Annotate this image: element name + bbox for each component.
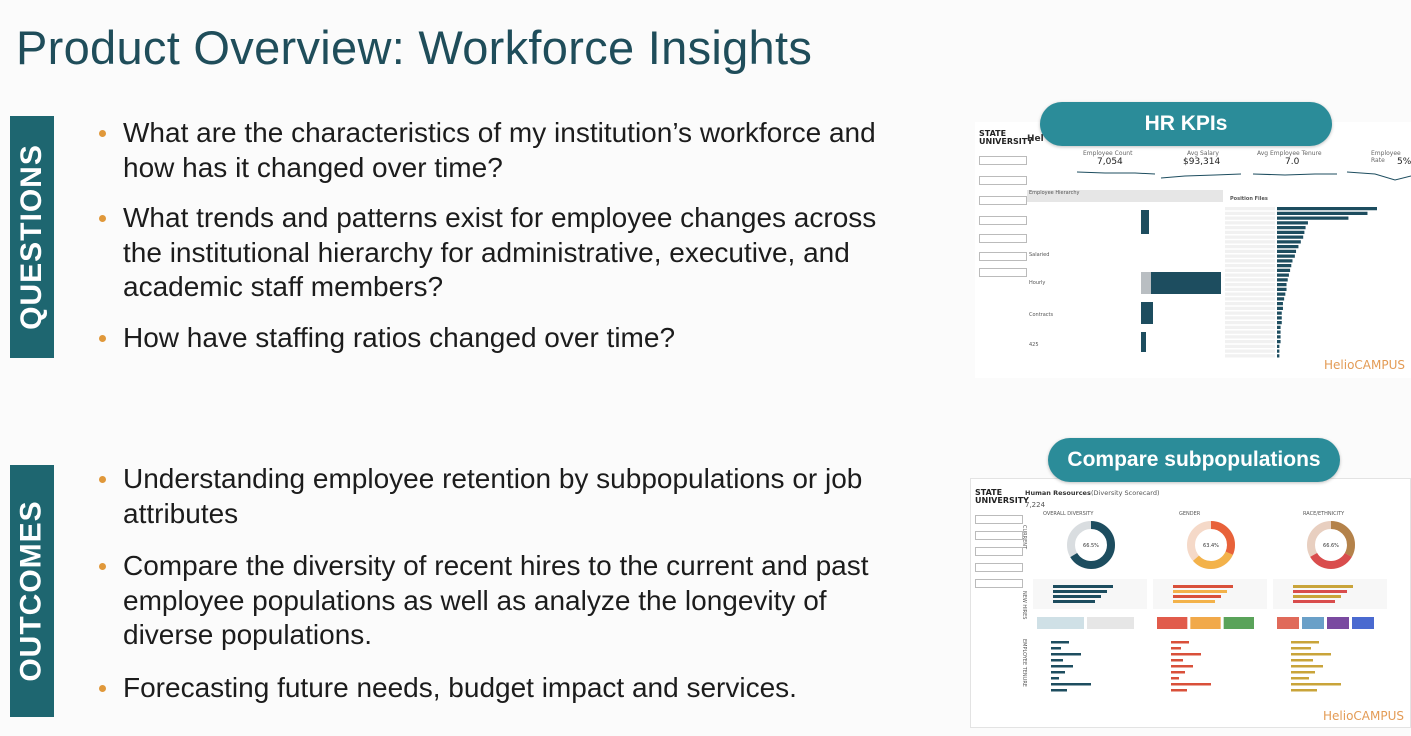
outcome-item: Forecasting future needs, budget impact and services. <box>96 671 896 706</box>
cmp-count: 7,224 <box>1025 501 1046 509</box>
position-bar <box>1277 240 1301 243</box>
hierarchy-bar <box>1141 210 1149 234</box>
position-row-bg <box>1225 226 1275 229</box>
position-row-bg <box>1225 307 1275 310</box>
position-bar <box>1277 307 1283 310</box>
subpop-bar <box>1053 590 1107 593</box>
position-row-bg <box>1225 236 1275 239</box>
filter-dropdown[interactable] <box>979 234 1027 243</box>
questions-list <box>96 116 896 371</box>
position-row-bg <box>1225 335 1275 338</box>
slide-title: Product Overview: Workforce Insights <box>16 21 813 74</box>
position-bar <box>1277 250 1296 253</box>
side-label: EMPLOYEE TENURE <box>1021 639 1027 687</box>
kpi-sparklines <box>1075 166 1411 186</box>
position-row-bg <box>1225 250 1275 253</box>
outcome-item: Understanding employee retention by subpopulations or job attributes <box>96 462 896 531</box>
tenure-bar <box>1051 683 1091 686</box>
position-bar <box>1277 302 1283 305</box>
cmp-header-sub: (Diversity Scorecard) <box>1091 489 1160 497</box>
hierarchy-bar <box>1141 302 1153 324</box>
cmp-header: Human Resources <box>1025 489 1091 497</box>
position-row-bg <box>1225 264 1275 267</box>
question-item: How have staffing ratios changed over time? <box>96 321 896 356</box>
panel-bg <box>1033 579 1147 609</box>
tenure-bar <box>1291 677 1309 680</box>
position-row-bg <box>1225 269 1275 272</box>
position-bar <box>1277 278 1288 281</box>
hierarchy-bar <box>1141 332 1146 352</box>
position-bar <box>1277 226 1306 229</box>
tenure-bar <box>1171 671 1185 674</box>
outcome-item: Compare the diversity of recent hires to the current and past employee populations as well as analyze the longevity of diverse populations. <box>96 549 896 653</box>
tenure-bar <box>1291 659 1313 662</box>
position-bar <box>1277 217 1348 220</box>
position-row-bg <box>1225 217 1275 220</box>
position-row-bg <box>1225 302 1275 305</box>
position-bar <box>1277 269 1290 272</box>
diversity-donuts <box>1031 517 1411 577</box>
kpi-label: Employee Rate <box>1371 150 1401 164</box>
subpop-bar <box>1053 600 1095 603</box>
tenure-bar <box>1171 659 1183 662</box>
position-bar <box>1277 312 1282 315</box>
position-bar <box>1277 326 1281 329</box>
hierarchy-bar <box>1141 272 1151 294</box>
position-row-bg <box>1225 278 1275 281</box>
position-bar <box>1277 350 1279 353</box>
position-bar <box>1277 207 1377 210</box>
position-row-bg <box>1225 231 1275 234</box>
row-label: Contracts <box>1029 312 1054 318</box>
position-bar <box>1277 245 1298 248</box>
position-row-bg <box>1225 240 1275 243</box>
tenure-bar <box>1051 659 1063 662</box>
subpop-bar <box>1173 600 1215 603</box>
position-bar <box>1277 335 1281 338</box>
tenure-bar <box>1051 641 1069 644</box>
position-row-bg <box>1225 350 1275 353</box>
position-row-bg <box>1225 288 1275 291</box>
kpi-logo: STATE UNIVERSITY <box>979 129 1033 146</box>
tenure-bar <box>1171 689 1187 692</box>
metric-tile <box>1302 617 1324 629</box>
position-row-bg <box>1225 212 1275 215</box>
tenure-bar <box>1051 665 1073 668</box>
questions-band <box>10 116 54 358</box>
panel-bg <box>1153 579 1267 609</box>
tenure-bar <box>1171 653 1201 656</box>
position-row-bg <box>1225 259 1275 262</box>
tenure-bar <box>1291 641 1319 644</box>
metric-tile <box>1037 617 1084 629</box>
tenure-bar <box>1291 683 1341 686</box>
metric-tile <box>1087 617 1134 629</box>
subpop-bar <box>1173 590 1227 593</box>
subpop-bar <box>1293 595 1341 598</box>
tenure-bar <box>1051 677 1059 680</box>
position-row-bg <box>1225 345 1275 348</box>
row-label: Hourly <box>1029 280 1046 286</box>
position-bar <box>1277 283 1287 286</box>
position-bar <box>1277 212 1367 215</box>
outcomes-label: OUTCOMES <box>15 500 48 682</box>
tenure-bar <box>1051 647 1061 650</box>
subpop-bar <box>1053 585 1113 588</box>
position-row-bg <box>1225 340 1275 343</box>
tenure-bar <box>1291 671 1315 674</box>
position-bar <box>1277 321 1282 324</box>
tenure-bar <box>1051 671 1065 674</box>
kpi-label: Avg Employee Tenure <box>1257 150 1322 157</box>
position-row-bg <box>1225 331 1275 334</box>
filter-dropdown[interactable] <box>979 216 1027 225</box>
position-bar <box>1277 354 1279 357</box>
position-bar <box>1277 293 1285 296</box>
position-bar <box>1277 331 1281 334</box>
position-bar <box>1277 221 1308 224</box>
side-label: NEW HIRES <box>1021 591 1027 620</box>
kpi-value: 7,054 <box>1097 157 1123 167</box>
tenure-bar <box>1171 683 1211 686</box>
position-files-label: Position Files <box>1230 196 1268 202</box>
subpop-bar <box>1173 585 1233 588</box>
position-row-bg <box>1225 245 1275 248</box>
questions-label: QUESTIONS <box>15 144 49 330</box>
brand-logo: HelioCAMPUS <box>1323 709 1404 723</box>
donut-value: 63.4% <box>1203 543 1219 549</box>
kpi-label: Avg Salary <box>1187 150 1219 157</box>
outcomes-list <box>96 462 896 723</box>
hierarchy-bar <box>1151 272 1221 294</box>
position-bar <box>1277 274 1289 277</box>
position-bar <box>1277 288 1287 291</box>
position-bar <box>1277 316 1282 319</box>
tenure-bar <box>1291 665 1323 668</box>
metric-tile <box>1327 617 1349 629</box>
donut-value: 66.5% <box>1083 543 1099 549</box>
metric-tile <box>1190 617 1220 629</box>
position-row-bg <box>1225 354 1275 357</box>
column-header: GENDER <box>1179 511 1201 517</box>
compare-subpopulations-pill: Compare subpopulations <box>1048 438 1340 482</box>
question-item: What trends and patterns exist for employee changes across the institutional hierarchy for administrative, executive, and academic staff members? <box>96 201 896 305</box>
position-row-bg <box>1225 316 1275 319</box>
filter-dropdown[interactable] <box>975 531 1023 540</box>
metric-tile <box>1277 617 1299 629</box>
subpopulation-bars <box>1031 579 1411 709</box>
subpop-bar <box>1293 590 1347 593</box>
brand-logo: HelioCAMPUS <box>1324 358 1405 372</box>
tenure-bar <box>1291 689 1317 692</box>
hierarchy-label: Employee Hierarchy <box>1029 190 1080 196</box>
kpi-header-text: Hel <box>1027 134 1044 144</box>
kpi-value: 5% <box>1397 157 1411 167</box>
subpop-bar <box>1173 595 1221 598</box>
hr-kpis-pill: HR KPIs <box>1040 102 1332 146</box>
position-bar <box>1277 264 1291 267</box>
tenure-bar <box>1171 665 1193 668</box>
tenure-bar <box>1171 677 1179 680</box>
position-row-bg <box>1225 312 1275 315</box>
filter-dropdown[interactable] <box>979 176 1027 185</box>
side-label: CURRENT <box>1021 525 1027 550</box>
filter-dropdown[interactable] <box>975 515 1023 524</box>
tenure-bar <box>1291 653 1331 656</box>
position-row-bg <box>1225 274 1275 277</box>
metric-tile <box>1352 617 1374 629</box>
filter-dropdown[interactable] <box>979 268 1027 277</box>
outcomes-band <box>10 465 54 717</box>
subpop-bar <box>1293 600 1335 603</box>
cmp-logo: STATE UNIVERSITY <box>975 488 1029 505</box>
position-row-bg <box>1225 326 1275 329</box>
tenure-bar <box>1291 647 1311 650</box>
tenure-bar <box>1171 641 1189 644</box>
metric-tile <box>1224 617 1254 629</box>
subpop-bar <box>1053 595 1101 598</box>
filter-dropdown[interactable] <box>979 252 1027 261</box>
panel-bg <box>1273 579 1387 609</box>
position-row-bg <box>1225 221 1275 224</box>
tenure-bar <box>1051 653 1081 656</box>
position-row-bg <box>1225 255 1275 258</box>
filter-dropdown[interactable] <box>975 563 1023 572</box>
filter-dropdown[interactable] <box>979 156 1027 165</box>
question-item: What are the characteristics of my institution’s workforce and how has it changed over time? <box>96 116 896 185</box>
position-row-bg <box>1225 321 1275 324</box>
tenure-bar <box>1171 647 1181 650</box>
kpi-label: Employee Count <box>1083 150 1133 157</box>
position-bar <box>1277 259 1292 262</box>
position-bar <box>1277 231 1304 234</box>
position-row-bg <box>1225 297 1275 300</box>
metric-tile <box>1157 617 1187 629</box>
tenure-bar <box>1051 689 1067 692</box>
filter-dropdown[interactable] <box>975 547 1023 556</box>
subpop-bar <box>1293 585 1353 588</box>
position-row-bg <box>1225 207 1275 210</box>
position-row-bg <box>1225 283 1275 286</box>
position-row-bg <box>1225 293 1275 296</box>
column-header: OVERALL DIVERSITY <box>1043 511 1094 517</box>
kpi-value: 7.0 <box>1285 157 1300 167</box>
position-bar <box>1277 255 1295 258</box>
position-bar <box>1277 236 1303 239</box>
kpi-value: $93,314 <box>1183 157 1221 167</box>
filter-dropdown[interactable] <box>979 196 1027 205</box>
position-bar <box>1277 345 1279 348</box>
row-label: Salaried <box>1029 252 1050 258</box>
compare-subpopulations-thumbnail <box>970 478 1411 728</box>
position-bar <box>1277 297 1284 300</box>
column-header: RACE/ETHNICITY <box>1303 511 1345 517</box>
filter-dropdown[interactable] <box>975 579 1023 588</box>
hr-kpis-dashboard-thumbnail <box>975 122 1411 378</box>
row-label: 425 <box>1029 342 1039 348</box>
position-files-bars <box>1225 206 1411 358</box>
donut-value: 66.6% <box>1323 543 1339 549</box>
position-bar <box>1277 340 1281 343</box>
